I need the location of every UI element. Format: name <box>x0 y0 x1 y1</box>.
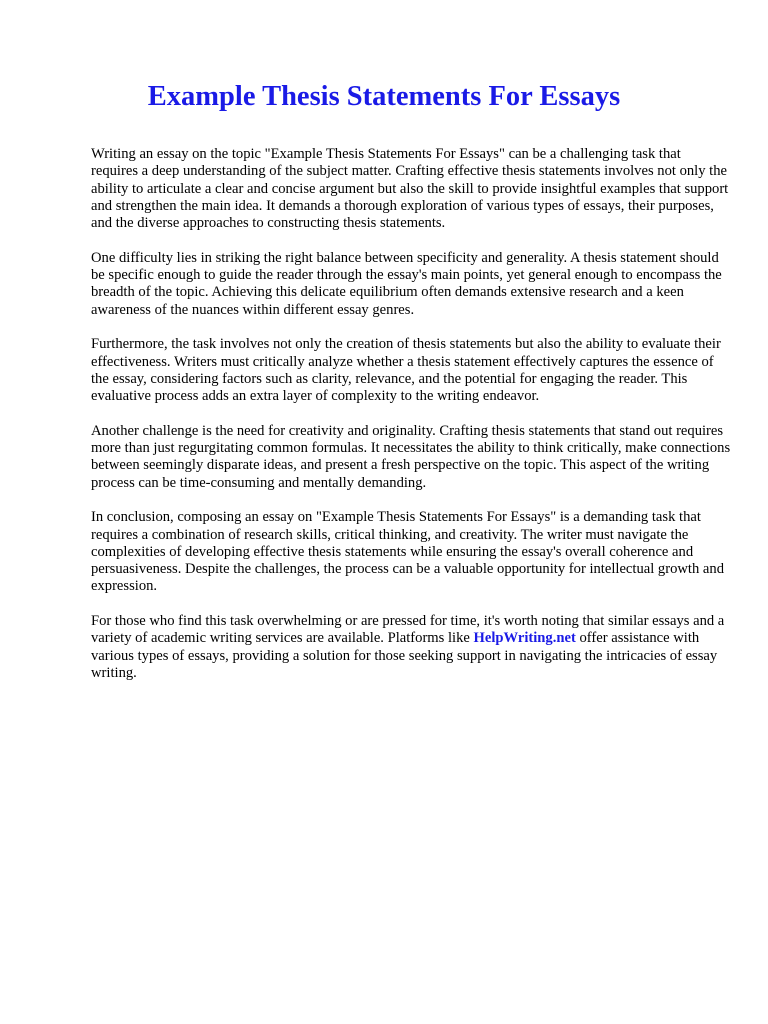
paragraph-conclusion: In conclusion, composing an essay on "Example Thesis Statements For Essays" is a demanding task that requires a combination of research skills, critical thinking, and creativity. The writer must navigate the complexities of developing effective thesis statements while ensuring the essay's overall coherence and persuasiveness. Despite the challenges, the process can be a valuable opportunity for intellectual growth and expression. <box>91 509 724 595</box>
paragraph-creativity: Another challenge is the need for creativity and originality. Crafting thesis statements that stand out requires more than just regurgitating common formulas. It necessitates the ability to think critically, make connections between seemingly disparate ideas, and present a fresh perspective on the topic. This aspect of the writing process can be time-consuming and mentally demanding. <box>91 422 731 491</box>
services-text-before-link: For those who find this task overwhelming or are pressed for time, it's worth noting that similar essays and a variety of academic writing services are available. Platforms like <box>91 613 725 647</box>
document-body <box>91 146 731 700</box>
paragraph-intro: Writing an essay on the topic "Example Thesis Statements For Essays" can be a challenging task that requires a deep understanding of the subject matter. Crafting effective thesis statements involves not only the ability to articulate a clear and concise argument but also the skill to provide insightful examples that support and strengthen the main idea. It demands a thorough exploration of various types of essays, their purposes, and the diverse approaches to constructing thesis statements. <box>91 146 729 232</box>
services-text-after-link: offer assistance with various types of essays, providing a solution for those seeking support in navigating the intricacies of essay writing. <box>91 630 718 681</box>
paragraph-services <box>91 613 731 682</box>
paragraph-difficulty: One difficulty lies in striking the right balance between specificity and generality. A thesis statement should be specific enough to guide the reader through the essay's main points, yet general enough to encompass the breadth of the topic. Achieving this delicate equilibrium often demands extensive research and a keen awareness of the nuances within different essay genres. <box>91 249 722 318</box>
paragraph-evaluation: Furthermore, the task involves not only the creation of thesis statements but also the ability to evaluate their effectiveness. Writers must critically analyze whether a thesis statement effectively captures the essence of the essay, considering factors such as clarity, relevance, and the potential for engaging the reader. This evaluative process adds an extra layer of complexity to the writing endeavor. <box>91 336 721 405</box>
helpwriting-link[interactable]: HelpWriting.net <box>473 630 576 647</box>
document-title: Example Thesis Statements For Essays <box>147 81 621 112</box>
